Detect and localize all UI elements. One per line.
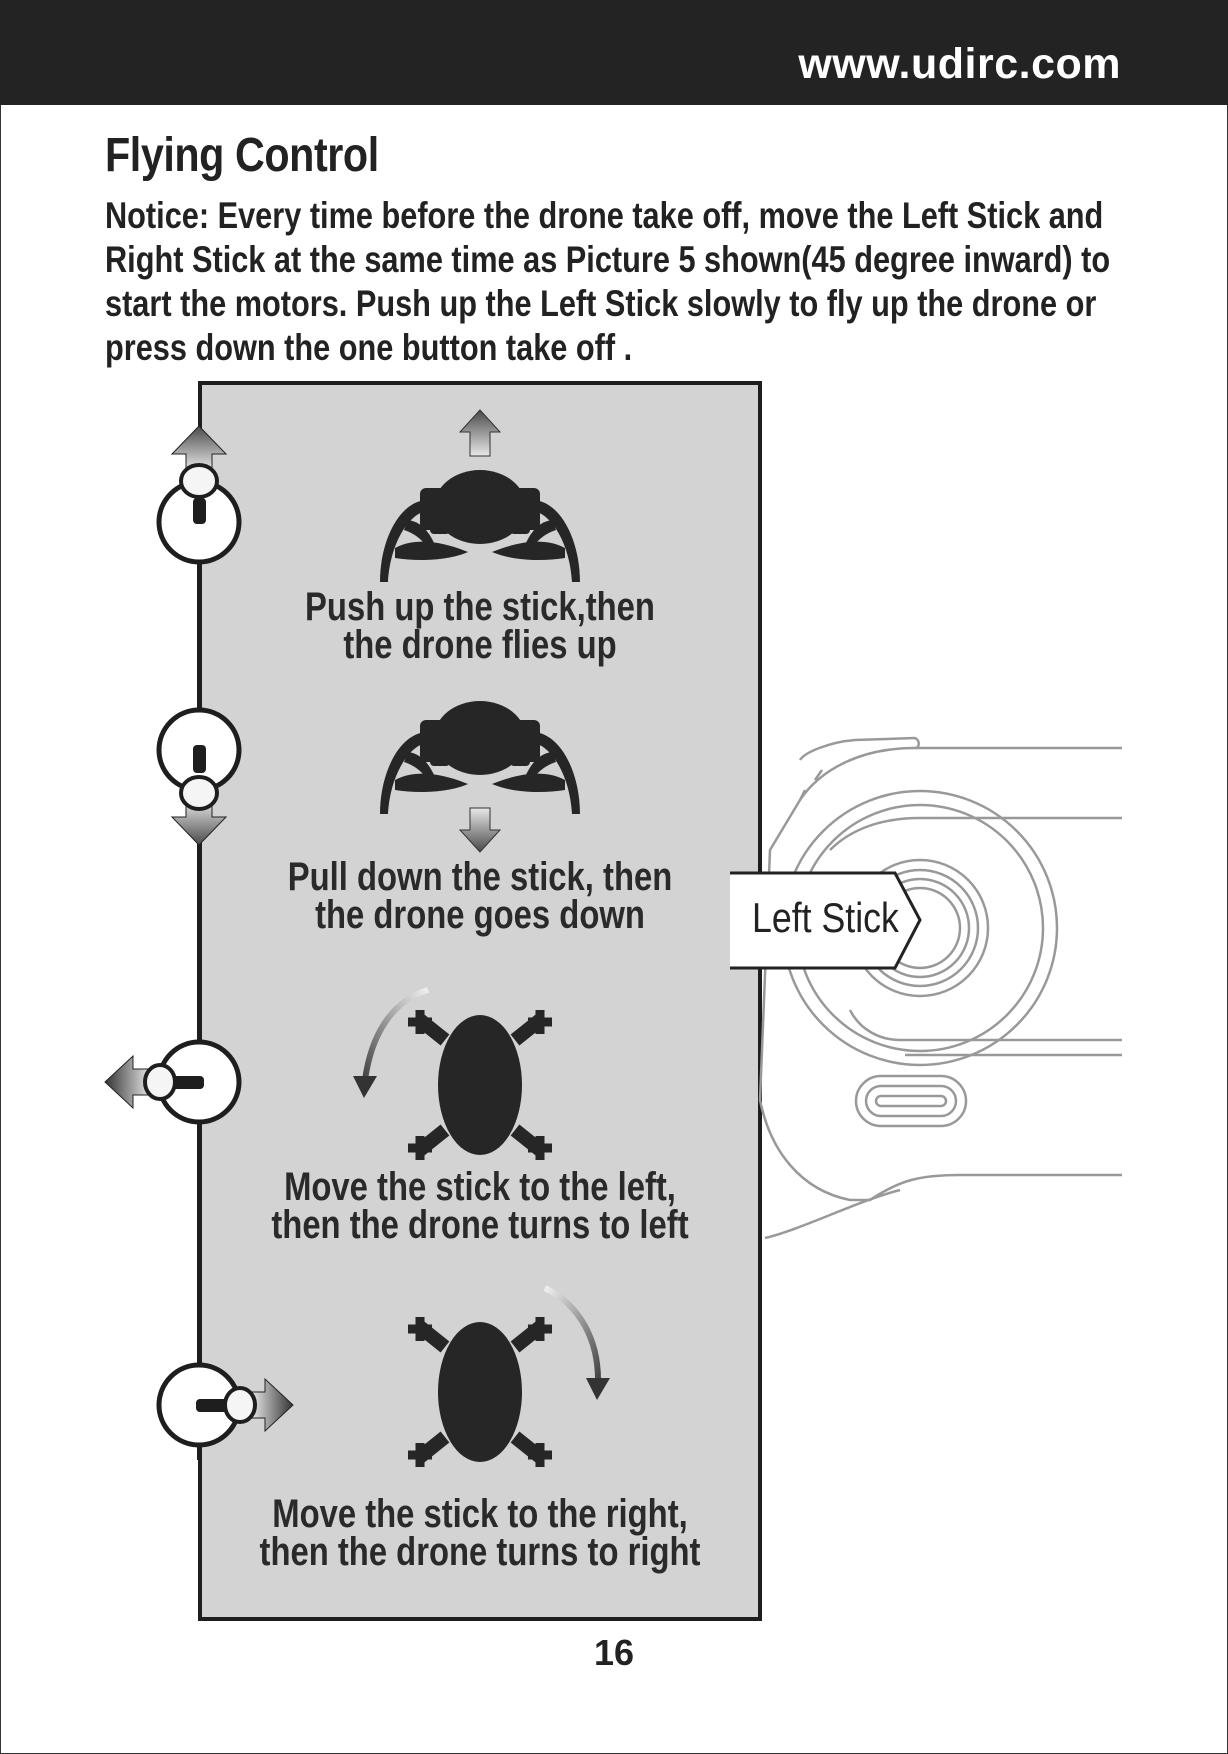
notice-line: Notice: Every time before the drone take off, move the Left Stick and — [105, 195, 1104, 236]
stick-right-icon — [159, 1365, 293, 1445]
notice-line: press down the one button take off . — [105, 327, 633, 368]
left-stick-label: Left Stick — [752, 894, 899, 941]
step-caption-down — [267, 855, 693, 937]
caption-line: Move the stick to the right, — [272, 1492, 688, 1536]
drone-front-icon — [380, 470, 580, 582]
caption-line: then the drone turns to right — [259, 1530, 701, 1574]
step-caption-left — [250, 1165, 709, 1247]
drone-front-icon — [380, 701, 580, 814]
up-arrow-icon — [460, 410, 500, 456]
stick-down-icon — [159, 710, 239, 845]
rotate-left-arrow-icon — [365, 990, 428, 1080]
down-arrow-icon — [460, 808, 500, 852]
notice-line: Right Stick at the same time as Picture 5 shown(45 degree inward) to — [105, 239, 1111, 280]
caption-line: Push up the stick,then — [305, 585, 655, 629]
stick-left-icon — [105, 1042, 239, 1122]
step-caption-up — [283, 585, 677, 667]
website-url: www.udirc.com — [798, 40, 1121, 88]
caption-line: Move the stick to the left, — [284, 1165, 676, 1209]
step-caption-right — [250, 1492, 709, 1574]
notice-line: start the motors. Push up the Left Stick slowly to fly up the drone or — [105, 283, 1097, 324]
caption-line: the drone flies up — [343, 623, 617, 667]
stick-up-icon — [159, 426, 239, 562]
drone-top-icon — [408, 1317, 552, 1467]
page-number: 16 — [593, 1632, 635, 1673]
controller-outline-icon — [760, 738, 1122, 1238]
drone-top-icon — [408, 1010, 552, 1160]
rotate-right-arrow-icon — [545, 1288, 598, 1380]
section-title: Flying Control — [105, 129, 379, 182]
caption-line: the drone goes down — [315, 893, 645, 937]
caption-line: Pull down the stick, then — [287, 855, 673, 899]
caption-line: then the drone turns to left — [271, 1203, 689, 1247]
